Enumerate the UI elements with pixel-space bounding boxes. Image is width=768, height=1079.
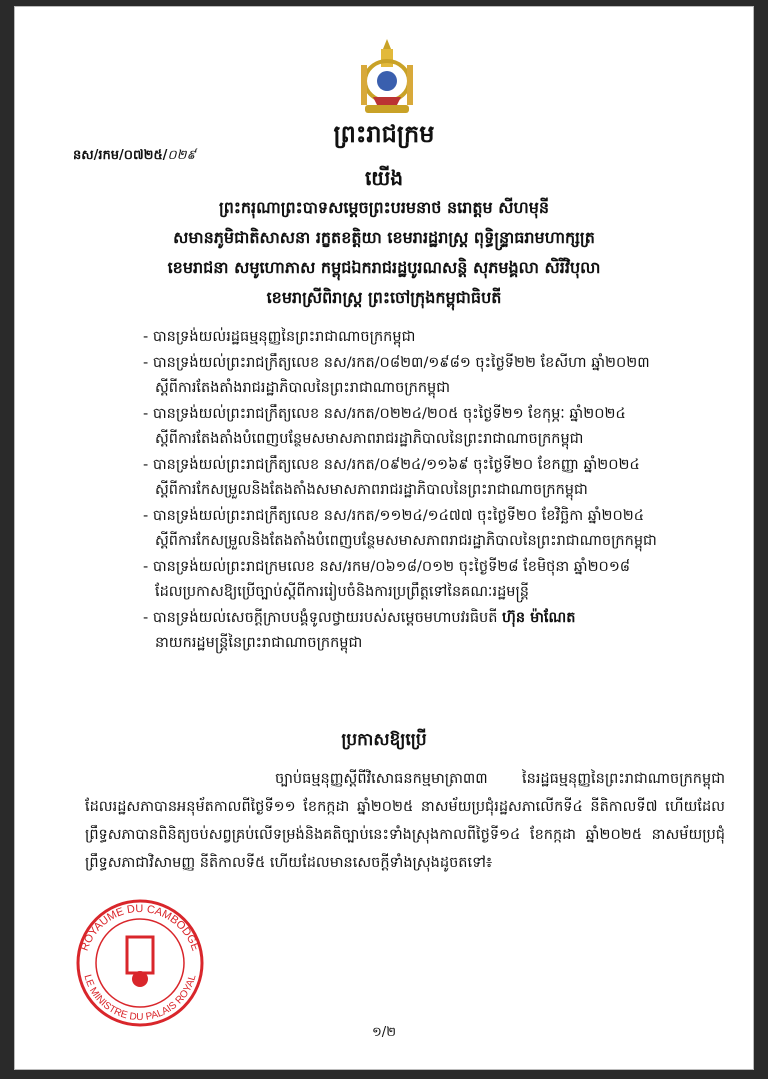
consideration-item-continuation: ស្តីពីការកែសម្រួលនិងតែងតាំងសមាសភាពរាជរដ្ឋាភិបាលនៃព្រះរាជាណាចក្រកម្ពុជា <box>155 482 588 498</box>
royal-emblem-icon <box>355 37 419 119</box>
consideration-item-continuation: នាយករដ្ឋមន្ត្រីនៃព្រះរាជាណាចក្រកម្ពុជា <box>155 635 363 651</box>
consideration-item <box>143 606 733 632</box>
document-title: ព្រះរាជក្រម <box>333 120 435 148</box>
considerations-list <box>143 325 733 657</box>
we-heading: យើង <box>364 166 404 190</box>
consideration-item-continuation: ស្តីពីការកែសម្រួលនិងតែងតាំងបំពេញបន្ថែមសមាសភាពរាជរដ្ឋាភិបាលនៃព្រះរាជាណាចក្រកម្ពុជា <box>155 533 657 549</box>
king-title-line: ព្រះករុណាព្រះបាទសម្តេចព្រះបរមនាថ នរោត្តម សីហមុនី <box>218 198 550 217</box>
king-title-line: សមានភូមិជាតិសាសនា រក្ខតខត្តិយា ខេមរារដ្ឋរាស្ត្រ ពុទ្ធិន្ទ្រាធរាមហាក្សត្រ <box>173 228 595 247</box>
consideration-text: - បានទ្រង់យល់សេចក្តីក្រាបបង្គំទូលថ្វាយរបស់សម្តេចមហាបវរធិបតី <box>143 609 503 626</box>
prime-minister-name: ហ៊ុន ម៉ាណែត <box>502 609 576 626</box>
consideration-item-continuation: ស្តីពីការតែងតាំងរាជរដ្ឋាភិបាលនៃព្រះរាជាណាចក្រកម្ពុជា <box>155 380 451 396</box>
consideration-item: - បានទ្រង់យល់រដ្ឋធម្មនុញ្ញនៃព្រះរាជាណាចក្រកម្ពុជា <box>143 329 416 345</box>
body-paragraph: ច្បាប់ធម្មនុញ្ញស្តីពីវិសោធនកម្មមាត្រា៣៣ នៃរដ្ឋធម្មនុញ្ញនៃព្រះរាជាណាចក្រកម្ពុជា ដែលរដ្ឋសភាបានអនុម័តកាលពីថ្ងៃទី១១ ខែកក្កដា ឆ្នាំ២០២៥ នាសម័យប្រជុំរដ្ឋសភាលើកទី៤ នីតិកាលទី៧ ហើយដែលព្រឹទ្ធសភាបានពិនិត្យចប់សព្វគ្រប់លើទម្រង់និងគតិច្បាប់នេះទាំងស្រុងកាលពីថ្ងៃទី១៤ ខែកក្កដា ឆ្នាំ២០២៥ នាសម័យប្រជុំព្រឹទ្ធសភាជាវិសាមញ្ញ នីតិកាលទី៥ ហើយដែលមានសេចក្តីទាំងស្រុងដូចតទៅ៖ <box>85 771 725 871</box>
reference-number-handwritten: ០២៩ <box>167 148 196 163</box>
stamp-text-bottom: LE MINISTRE DU PALAIS ROYAL <box>81 973 199 1024</box>
consideration-item-continuation: ដែលប្រកាសឱ្យប្រើច្បាប់ស្តីពីការរៀបចំនិងការប្រព្រឹត្តទៅនៃគណៈរដ្ឋមន្ត្រី <box>155 584 530 600</box>
promulgate-heading: ប្រកាសឱ្យប្រើ <box>341 730 427 750</box>
consideration-item: - បានទ្រង់យល់ព្រះរាជក្រឹត្យលេខ នស/រកត/០៨២៣/១៩៨១ ចុះថ្ងៃទី២២ ខែសីហា ឆ្នាំ២០២៣ <box>143 354 650 371</box>
consideration-item: - បានទ្រង់យល់ព្រះរាជក្រមលេខ នស/រកម/០៦១៨/០១២ ចុះថ្ងៃទី២៨ ខែមិថុនា ឆ្នាំ២០១៨ <box>143 558 631 575</box>
page-number: ១/២ <box>371 1025 397 1040</box>
svg-text:ROYAUME DU CAMBODGE <box>79 903 202 953</box>
consideration-item-continuation: ស្តីពីការតែងតាំងបំពេញបន្ថែមសមាសភាពរាជរដ្ឋាភិបាលនៃព្រះរាជាណាចក្រកម្ពុជា <box>155 431 584 447</box>
king-title-line: ខេមរាស្រីពិរាស្ត្រ ព្រះចៅក្រុងកម្ពុជាធិបតី <box>266 288 502 307</box>
reference-number <box>73 147 196 166</box>
consideration-item: - បានទ្រង់យល់ព្រះរាជក្រឹត្យលេខ នស/រកត/០៩២៤/១១៦៩ ចុះថ្ងៃទី២០ ខែកញ្ញា ឆ្នាំ២០២៤ <box>143 456 640 473</box>
reference-number-printed: នស/រកម/០៧២៥/ <box>73 148 168 163</box>
royal-palace-stamp-icon <box>65 897 215 1027</box>
stamp-text-top: ROYAUME DU CAMBODGE <box>78 902 202 953</box>
document-page <box>14 6 754 1070</box>
king-title-line: ខេមរាជនា សមូហោភាស កម្ពុជឯករាជរដ្ឋបូរណសន្តិ សុភមង្គលា សិរីវិបុលា <box>167 258 601 277</box>
consideration-item: - បានទ្រង់យល់ព្រះរាជក្រឹត្យលេខ នស/រកត/០២២៤/២០៥ ចុះថ្ងៃទី២១ ខែកុម្ភៈ ឆ្នាំ២០២៤ <box>143 405 626 422</box>
consideration-item: - បានទ្រង់យល់ព្រះរាជក្រឹត្យលេខ នស/រកត/១១២៤/១៤៧៧ ចុះថ្ងៃទី២០ ខែវិច្ឆិកា ឆ្នាំ២០២៤ <box>143 507 645 524</box>
